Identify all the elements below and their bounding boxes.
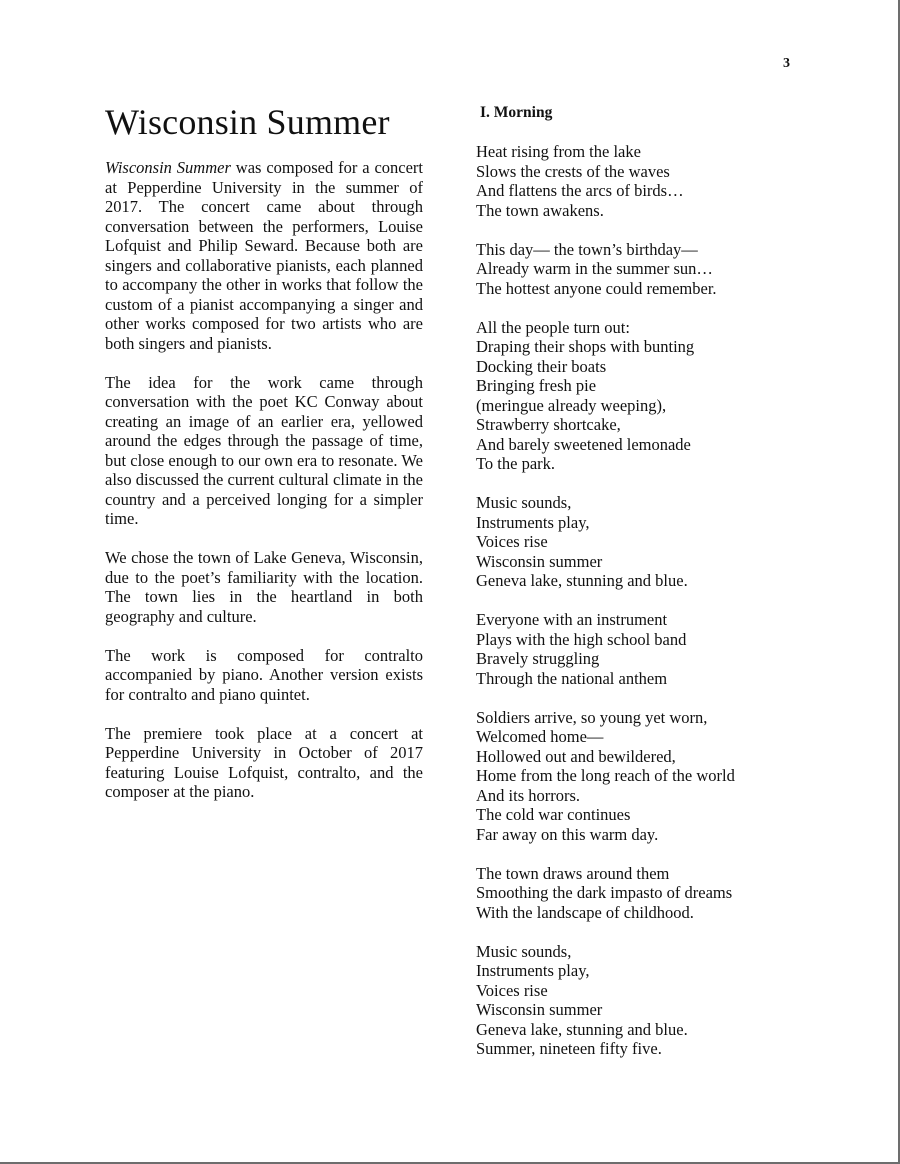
poem-line: Plays with the high school band <box>476 629 687 649</box>
poem-line: All the people turn out: <box>476 317 630 337</box>
poem-line: Wisconsin summer <box>476 1000 603 1019</box>
poem-line: Instruments play, <box>476 512 590 532</box>
poem-stanza <box>476 493 816 591</box>
poem-line: Smoothing the dark impasto of dreams <box>476 883 733 902</box>
poem-stanza <box>476 142 816 220</box>
poem-line: Instruments play, <box>476 961 590 980</box>
page-title: Wisconsin Summer <box>105 102 390 142</box>
program-notes <box>105 100 423 821</box>
poem-stanzas <box>476 142 816 1059</box>
poem-line: Heat rising from the lake <box>476 142 641 161</box>
poem-line: To the park. <box>476 454 556 473</box>
poem-line: The town awakens. <box>476 200 604 220</box>
poem-stanza <box>476 610 816 688</box>
poem-line: Everyone with an instrument <box>476 610 668 629</box>
poem-line: Draping their shops with bunting <box>476 337 695 356</box>
poem-line: The hottest anyone could remember. <box>476 278 717 298</box>
intro-text: was composed for a concert at Pepperdine University in the summer of 2017. The concert came about through conversation between the performers, Louise Lofquist and Philip Seward. Because both are singers and collaborative pianists, each planned to accompany the other in works that follow the custom of a pianist accompanying a singer and other works composed for two artists who are both singers and pianists. <box>105 158 423 353</box>
notes-paragraph: We chose the town of Lake Geneva, Wisconsin, due to the poet’s familiarity with the location. The town lies in the heartland in both geography and culture. <box>105 548 423 626</box>
poem-stanza <box>476 240 816 299</box>
poem-line: Docking their boats <box>476 356 607 376</box>
poem-line: And its horrors. <box>476 785 581 805</box>
poem-line: Strawberry shortcake, <box>476 415 621 434</box>
poem-line: Slows the crests of the waves <box>476 161 670 181</box>
poem-line: With the landscape of childhood. <box>476 902 694 922</box>
poem-line: Geneva lake, stunning and blue. <box>476 571 688 590</box>
poem-stanza <box>476 318 816 474</box>
poem-column <box>476 103 816 1078</box>
movement-heading: I. Morning <box>480 104 553 121</box>
poem-line: And barely sweetened lemonade <box>476 434 691 454</box>
poem-line: Bravely struggling <box>476 649 600 668</box>
page-number: 3 <box>783 56 790 71</box>
notes-paragraph: The premiere took place at a concert at Pepperdine University in October of 2017 featuring Louise Lofquist, contralto, and the composer at the piano. <box>105 723 423 801</box>
poem-line: Voices rise <box>476 980 548 1000</box>
poem-line: Welcomed home— <box>476 727 604 746</box>
poem-line: Bringing fresh pie <box>476 376 597 395</box>
work-title-italic: Wisconsin Summer <box>105 158 231 177</box>
notes-paragraph: The work is composed for contralto accompanied by piano. Another version exists for contralto and piano quintet. <box>105 645 423 704</box>
poem-stanza <box>476 942 816 1059</box>
poem-line: Wisconsin summer <box>476 551 603 571</box>
poem-line: (meringue already weeping), <box>476 395 667 415</box>
poem-line: Summer, nineteen fifty five. <box>476 1039 662 1058</box>
poem-line: The cold war continues <box>476 805 631 824</box>
poem-line: Voices rise <box>476 532 548 551</box>
notes-body <box>105 158 423 802</box>
poem-line: Hollowed out and bewildered, <box>476 746 676 766</box>
poem-line: Music sounds, <box>476 493 572 512</box>
poem-line: Soldiers arrive, so young yet worn, <box>476 707 708 727</box>
poem-line: Far away on this warm day. <box>476 824 659 844</box>
poem-line: Home from the long reach of the world <box>476 766 735 785</box>
poem-line: This day— the town’s birthday— <box>476 239 698 259</box>
poem-line: Already warm in the summer sun… <box>476 259 713 278</box>
poem-line: The town draws around them <box>476 863 670 883</box>
poem-stanza <box>476 708 816 845</box>
poem-line: And flattens the arcs of birds… <box>476 181 684 200</box>
intro-paragraph <box>105 158 423 353</box>
poem-line: Music sounds, <box>476 941 572 961</box>
poem-line: Through the national anthem <box>476 668 668 688</box>
poem-stanza <box>476 864 816 923</box>
notes-paragraph: The idea for the work came through conversation with the poet KC Conway about creating an image of an earlier era, yellowed around the edges through the passage of time, but close enough to our own era to resonate. We also discussed the current cultural climate in the country and a perceived longing for a simpler time. <box>105 372 423 528</box>
poem-line: Geneva lake, stunning and blue. <box>476 1019 688 1039</box>
